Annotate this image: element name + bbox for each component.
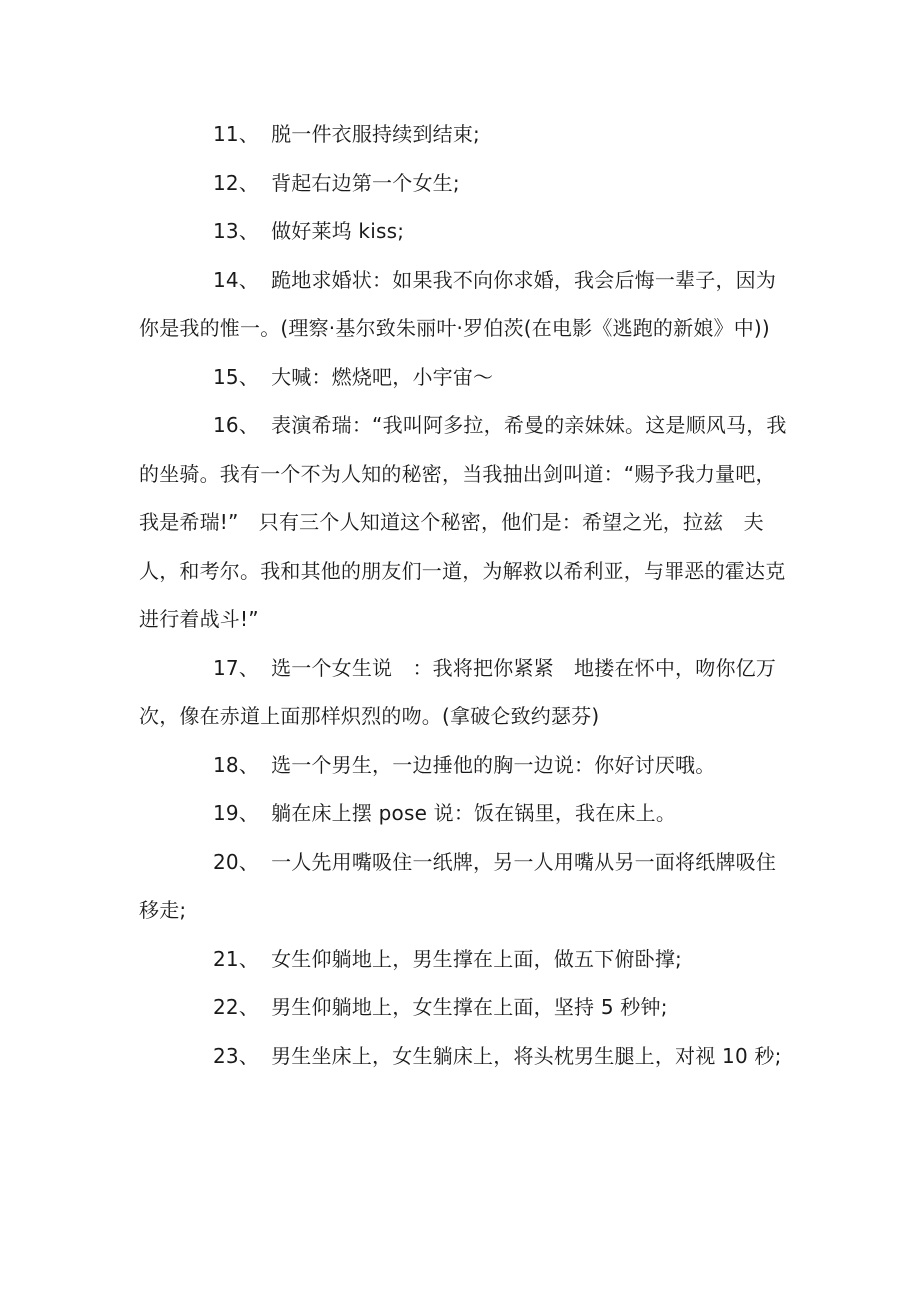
- item-text: 女生仰躺地上，男生撑在上面，做五下俯卧撑;: [271, 946, 683, 971]
- item-number: 13、: [213, 219, 260, 243]
- item-text: 躺在床上摆 pose 说：饭在锅里，我在床上。: [271, 801, 677, 825]
- item-number: 17、: [213, 655, 260, 680]
- list-item: [139, 935, 791, 984]
- item-text: 表演希瑞：“我叫阿多拉，希曼的亲妹妹。这是顺风马，我的坐骑。我有一个不为人知的秘密，当我抽出剑叫道：“赐予我力量吧，我是希瑞!” 只有三个人知道这个秘密，他们是：希望之光，拉兹 夫人，和考尔。我和其他的朋友们一道，为解救以希利亚，与罪恶的霍达克进行着战斗!”: [139, 413, 787, 631]
- item-number: 14、: [213, 267, 260, 292]
- item-text: 大喊：燃烧吧，小宇宙～: [271, 364, 494, 389]
- item-text: 男生仰躺地上，女生撑在上面，坚持 5 秒钟;: [271, 995, 668, 1019]
- list-item: [139, 1032, 791, 1081]
- list-item: [139, 353, 791, 402]
- item-number: 11、: [213, 122, 260, 146]
- item-number: 20、: [213, 849, 260, 874]
- list-item: [139, 983, 791, 1032]
- item-number: 15、: [213, 364, 260, 389]
- item-text: 跪地求婚状：如果我不向你求婚，我会后悔一辈子，因为你是我的惟一。(理察·基尔致朱丽叶·罗伯茨(在电影《逃跑的新娘》中)): [139, 267, 777, 340]
- list-item: [139, 110, 791, 159]
- item-number: 19、: [213, 801, 260, 825]
- list-item: [139, 256, 791, 353]
- item-number: 22、: [213, 995, 260, 1019]
- item-number: 16、: [213, 413, 260, 437]
- list-item: [139, 644, 791, 741]
- item-text: 男生坐床上，女生躺床上，将头枕男生腿上，对视 10 秒;: [271, 1043, 782, 1068]
- document-body: [139, 110, 791, 1080]
- list-item: [139, 838, 791, 935]
- item-text: 选一个女生说 ：我将把你紧紧 地搂在怀中，吻你亿万次，像在赤道上面那样炽烈的吻。(拿破仑致约瑟芬): [139, 655, 777, 728]
- item-text: 选一个男生，一边捶他的胸一边说：你好讨厌哦。: [271, 752, 716, 777]
- item-text: 做好莱坞 kiss;: [271, 219, 405, 243]
- item-text: 一人先用嘴吸住一纸牌，另一人用嘴从另一面将纸牌吸住移走;: [139, 849, 777, 922]
- item-text: 背起右边第一个女生;: [271, 170, 460, 195]
- item-number: 12、: [213, 170, 260, 195]
- item-number: 21、: [213, 946, 260, 971]
- item-text: 脱一件衣服持续到结束;: [271, 122, 481, 146]
- item-number: 18、: [213, 752, 260, 777]
- list-item: [139, 207, 791, 256]
- list-item: [139, 401, 791, 644]
- item-number: 23、: [213, 1043, 260, 1068]
- list-item: [139, 159, 791, 208]
- list-item: [139, 741, 791, 790]
- list-item: [139, 789, 791, 838]
